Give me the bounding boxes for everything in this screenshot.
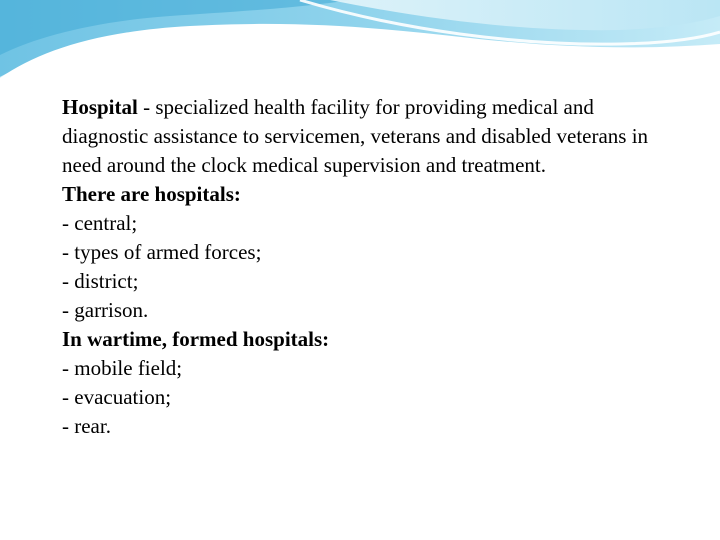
- list-item: - central;: [62, 211, 138, 235]
- definition-term: Hospital: [62, 95, 138, 119]
- list-item: - mobile field;: [62, 356, 183, 380]
- list-item: - types of armed forces;: [62, 240, 262, 264]
- list-item: - rear.: [62, 414, 111, 438]
- slide-body: [62, 93, 662, 441]
- peacetime-heading: There are hospitals:: [62, 182, 241, 206]
- list-item: - evacuation;: [62, 385, 172, 409]
- list-item: - garrison.: [62, 298, 149, 322]
- list-item: - district;: [62, 269, 139, 293]
- definition-paragraph: [62, 93, 662, 180]
- wartime-heading: In wartime, formed hospitals:: [62, 327, 330, 351]
- header-wave-decoration: [0, 0, 720, 90]
- definition-text: - specialized health facility for providing medical and diagnostic assistance to servicemen, veterans and disabled veterans in need around the clock medical supervision and treatment.: [62, 95, 649, 177]
